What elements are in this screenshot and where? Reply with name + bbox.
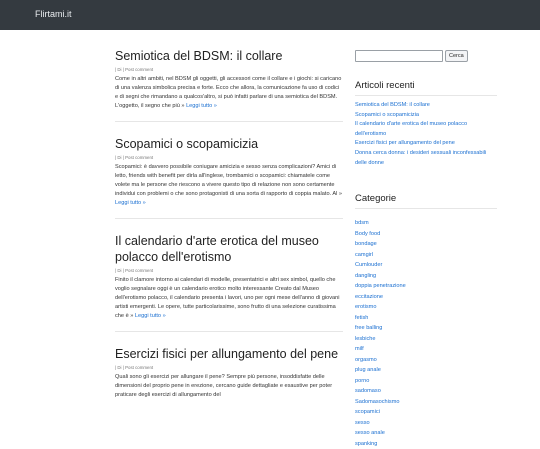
search-button[interactable]: Cerca [445, 50, 468, 62]
category-link[interactable]: spanking [355, 439, 497, 449]
category-link[interactable]: free balling [355, 323, 497, 334]
category-link[interactable]: Sadomasochismo [355, 397, 497, 408]
category-link[interactable]: sadomaso [355, 386, 497, 397]
site-brand[interactable]: Flirtami.it [35, 9, 72, 19]
category-link[interactable]: plug anale [355, 365, 497, 376]
category-link[interactable]: fetish [355, 313, 497, 324]
category-link[interactable]: sesso [355, 418, 497, 429]
post-meta: | Di | Post comment [115, 154, 343, 162]
post-excerpt [115, 276, 343, 321]
category-link[interactable]: scopamici [355, 407, 497, 418]
post-excerpt [115, 163, 343, 208]
categories-title: Categorie [355, 193, 497, 204]
search-input[interactable] [355, 50, 443, 62]
post-divider [115, 121, 343, 122]
category-link[interactable]: Cumlouder [355, 260, 497, 271]
top-navbar [0, 0, 540, 30]
post-excerpt [115, 75, 343, 111]
recent-post-link[interactable]: Scopamici o scopamicizia [355, 111, 497, 121]
recent-posts-title: Articoli recenti [355, 80, 497, 91]
post-divider [115, 331, 343, 332]
post-item [115, 346, 343, 400]
post-item [115, 136, 343, 219]
category-link[interactable]: bondage [355, 239, 497, 250]
recent-post-link[interactable]: Donna cerca donna: i desideri sessuali inconfessabili delle donne [355, 149, 497, 168]
widget-divider [355, 95, 497, 96]
recent-post-link[interactable]: Il calendario d'arte erotica del museo polacco dell'erotismo [355, 120, 497, 139]
category-link[interactable]: sesso anale [355, 428, 497, 439]
sidebar [355, 50, 497, 168]
post-divider [115, 218, 343, 219]
category-link[interactable]: orgasmo [355, 355, 497, 366]
category-link[interactable]: milf [355, 344, 497, 355]
post-title[interactable]: Esercizi fisici per allungamento del pene [115, 346, 343, 362]
post-item [115, 48, 343, 122]
read-more-link[interactable]: Leggi tutto » [135, 313, 166, 319]
post-meta: | Di | Post comment [115, 66, 343, 74]
widget-divider [355, 208, 497, 209]
read-more-link[interactable]: Leggi tutto » [186, 103, 217, 109]
search-form [355, 50, 497, 62]
recent-post-link[interactable]: Semiotica del BDSM: il collare [355, 101, 497, 111]
category-link[interactable]: erotismo [355, 302, 497, 313]
category-link[interactable]: bdsm [355, 218, 497, 229]
post-excerpt-text: Quali sono gli esercizi per allungare il pene? Sempre più persone, insoddisfatte delle dimensioni del proprio pene in erezione, cercano guide dettagliate e esaustive per poter praticare degli esercizi di allungamento del [115, 374, 332, 398]
post-excerpt-text: Come in altri ambiti, nel BDSM gli oggetti, gli accessori come il collare e i giochi: si caricano di una valenza simbolica precisa e forte. Ecco che allora, la comunicazione fa uso di codici e di segni che rimandano a qualcos'altro, si può infatti parlare di una semiotica del BDSM. L'oggetto, il segno che più » [115, 76, 341, 109]
post-meta: | Di | Post comment [115, 364, 343, 372]
category-link[interactable]: eccitazione [355, 292, 497, 303]
post-list [115, 48, 343, 414]
read-more-link[interactable]: Leggi tutto » [115, 200, 146, 206]
category-link[interactable]: doppia penetrazione [355, 281, 497, 292]
post-excerpt-text: Scopamici: è davvero possibile coniugare amicizia e sesso senza complicazioni? Amici di letto, friends with benefit per dirla all'inglese, trombamici o scopamici: chiamatele come volete ma le persone che riescono a vivere questo tipo di relazione non sono certamente individui con problemi o che sono protagonisti di una sorta di rapporto di coppia malato. Al » [115, 164, 342, 197]
post-title[interactable]: Scopamici o scopamicizia [115, 136, 343, 152]
category-link[interactable]: porno [355, 376, 497, 387]
recent-post-link[interactable]: Esercizi fisici per allungamento del pene [355, 139, 497, 149]
post-meta: | Di | Post comment [115, 267, 343, 275]
post-excerpt [115, 373, 343, 400]
category-link[interactable]: Body food [355, 229, 497, 240]
category-link[interactable]: dangling [355, 271, 497, 282]
recent-posts-list [355, 101, 497, 168]
post-excerpt-text: Finito il clamore intorno ai calendari di modelle, presentatrici e altri sex simbol, quello che voglio segnalare oggi è un calendario erotico molto interessante Creato dal Museo dell'erotismo polacco, il calendario presenta i lavori, uno per ogni mese dell'anno di giovani artisti emergenti. Le opere, tutte particolarissime, sono frutto di una selezione curatissima che è » [115, 277, 339, 319]
post-title[interactable]: Semiotica del BDSM: il collare [115, 48, 343, 64]
category-link[interactable]: camgirl [355, 250, 497, 261]
categories-widget [355, 193, 497, 449]
post-item [115, 233, 343, 332]
post-title[interactable]: Il calendario d'arte erotica del museo polacco dell'erotismo [115, 233, 343, 265]
categories-list [355, 218, 497, 449]
category-link[interactable]: lesbiche [355, 334, 497, 345]
